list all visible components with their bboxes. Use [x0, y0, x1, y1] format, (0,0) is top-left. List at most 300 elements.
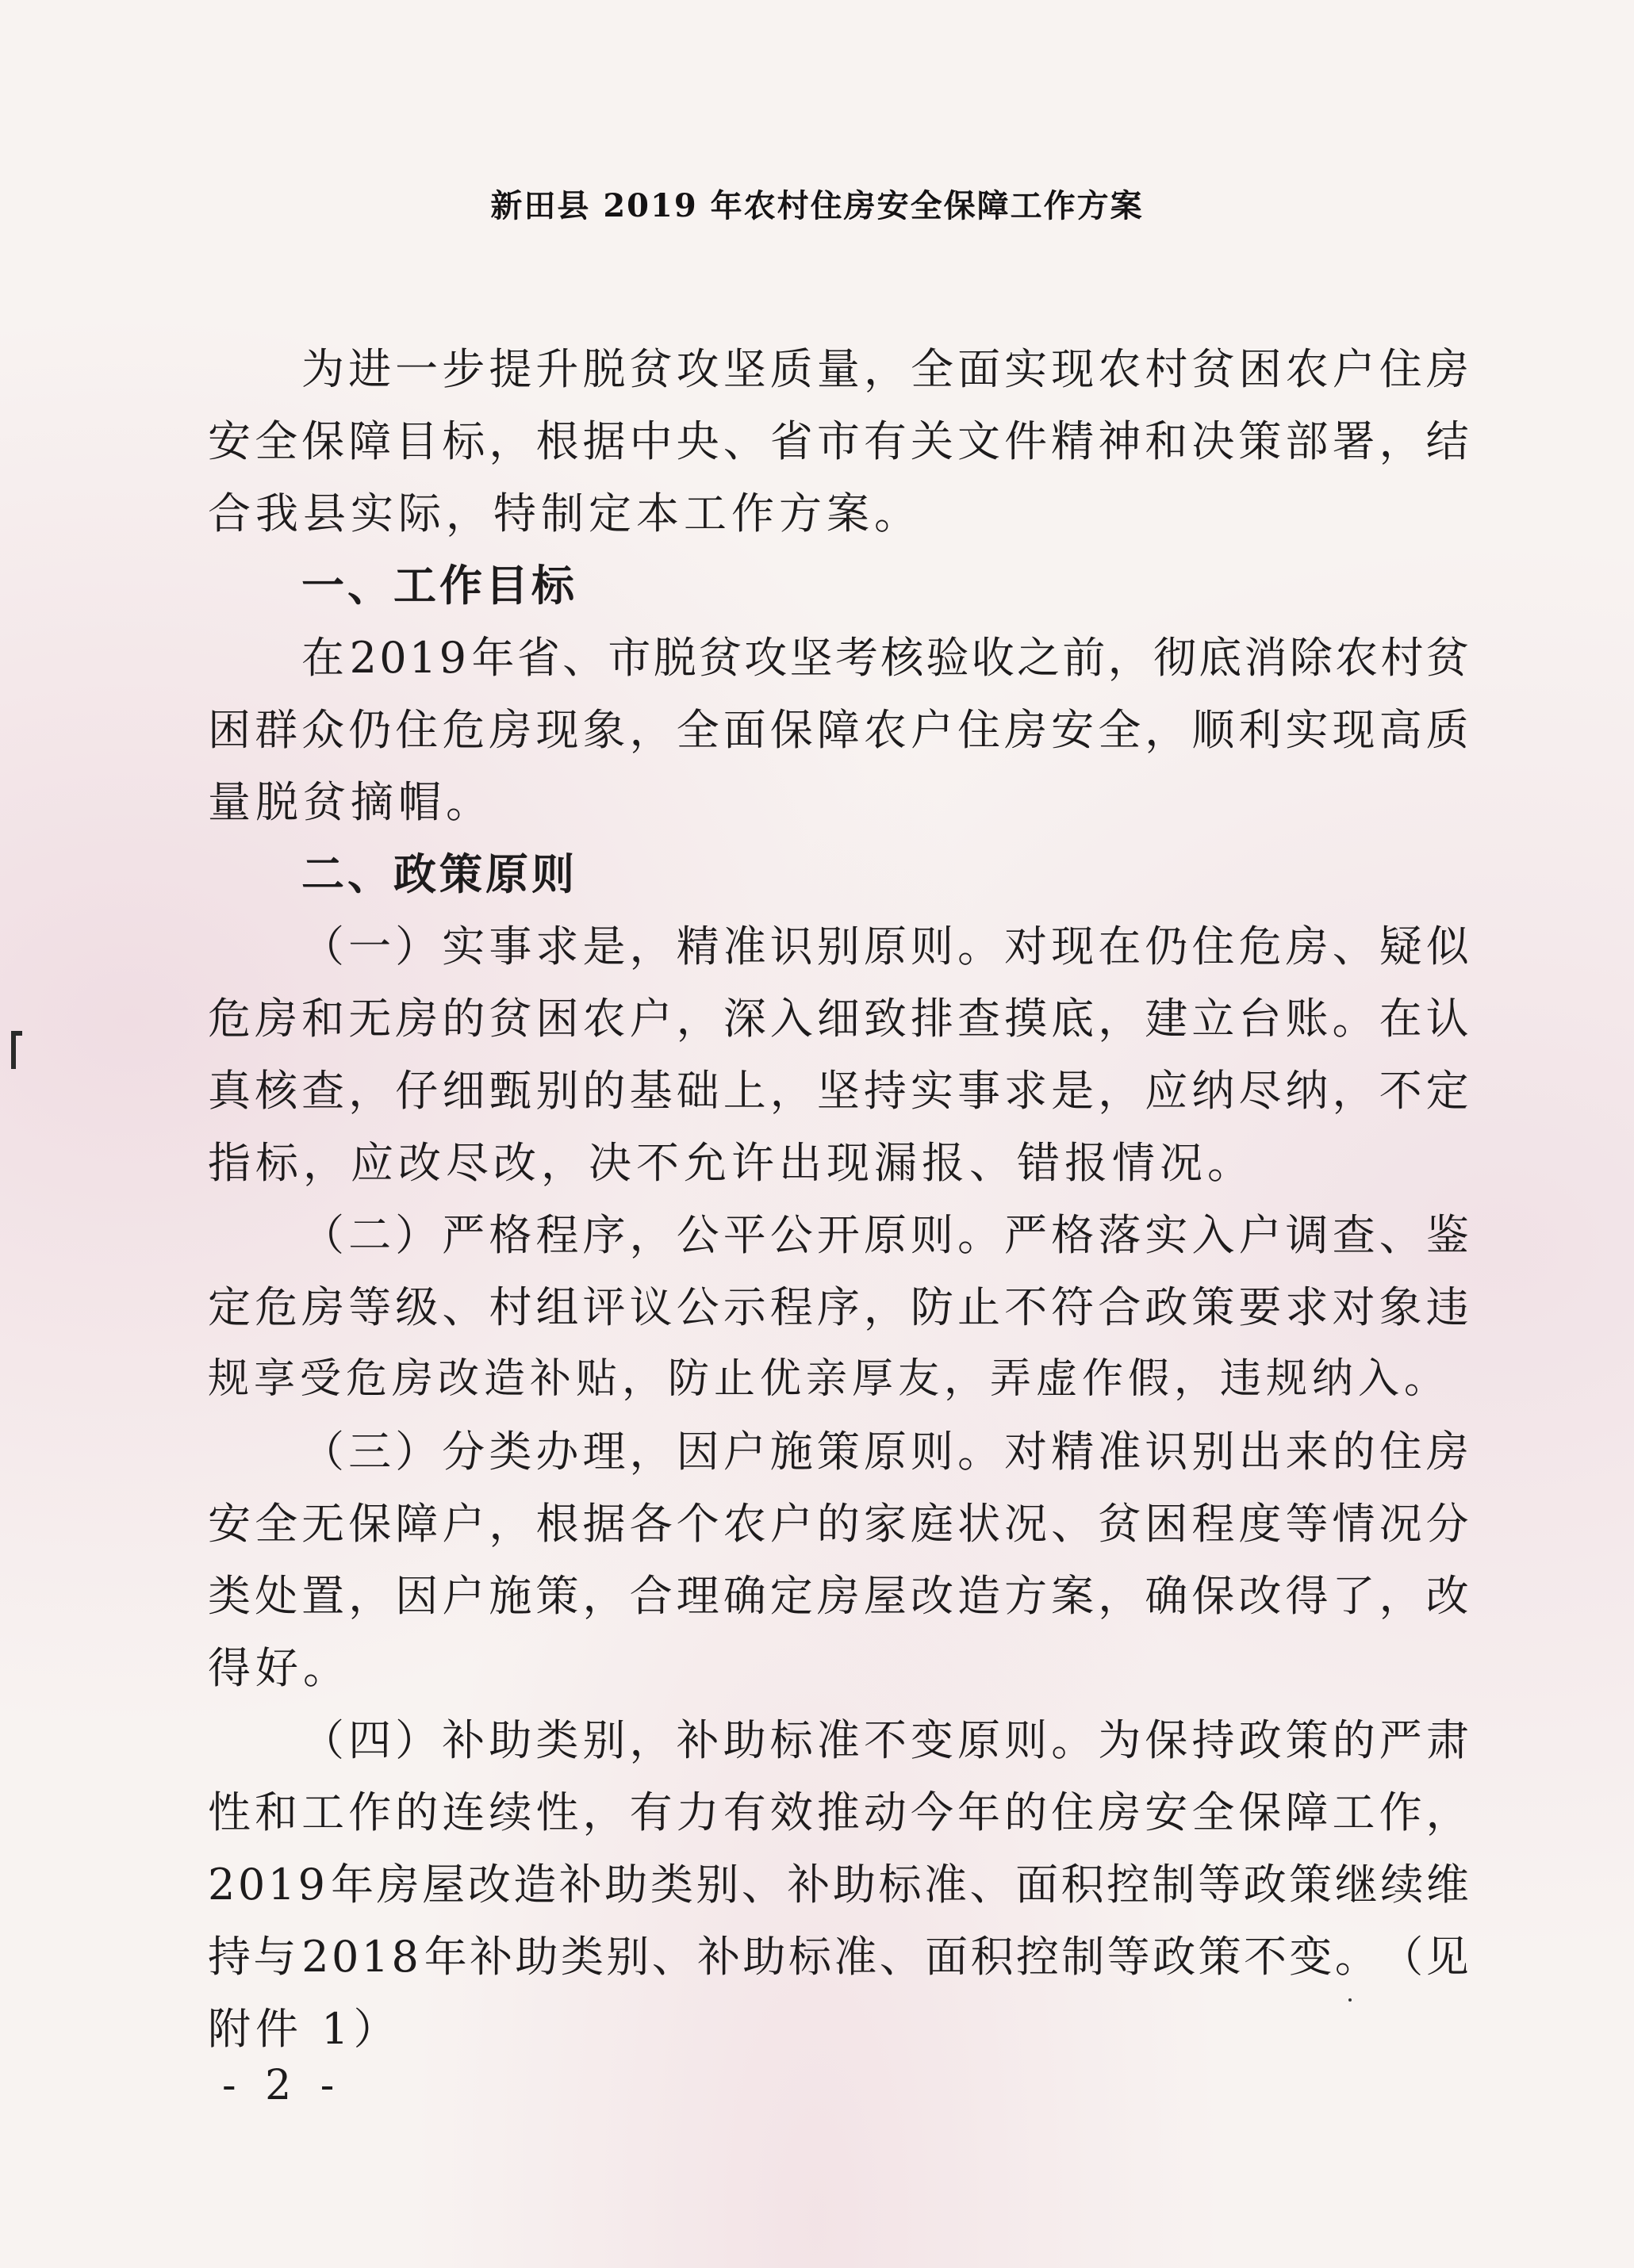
paragraph-line: [208, 1921, 1469, 1993]
glyph: 确: [723, 1571, 766, 1621]
glyph: 求: [1285, 1282, 1329, 1332]
glyph: 住: [957, 705, 1000, 755]
glyph: 家: [863, 1499, 907, 1549]
paragraph-line: [208, 1488, 1469, 1560]
glyph: 面: [925, 1932, 969, 1982]
glyph: 质: [1425, 705, 1469, 755]
paragraph-line: [208, 1127, 1469, 1199]
glyph: 安: [1051, 705, 1095, 755]
glyph: 、: [741, 1860, 784, 1910]
glyph: 脱: [653, 633, 696, 683]
glyph: 不: [1004, 1282, 1048, 1332]
glyph: ，: [348, 1571, 392, 1621]
glyph: 实: [910, 1066, 953, 1116]
glyph: 危: [442, 705, 485, 755]
glyph: 准: [816, 1715, 860, 1765]
glyph: 策: [1285, 1715, 1329, 1765]
glyph: 户: [723, 1427, 766, 1477]
glyph: 工: [1332, 1787, 1375, 1837]
glyph: 户: [1332, 344, 1375, 394]
glyph: 补: [697, 1932, 741, 1982]
paragraph-line: [208, 333, 1469, 405]
glyph: 改: [1425, 1571, 1469, 1621]
edge-mark: [11, 1031, 22, 1069]
glyph: 策: [1198, 1932, 1241, 1982]
glyph: 状: [957, 1499, 1000, 1549]
glyph: 仔: [395, 1066, 439, 1116]
glyph: 为: [301, 344, 344, 394]
glyph: 贫: [1425, 633, 1469, 683]
glyph: 验: [926, 633, 969, 683]
line-text: [208, 1055, 1469, 1127]
line-text: 规享受危房改造补贴，防止优亲厚友，弄虚作假，违规纳入。: [208, 1355, 1451, 1403]
glyph: ，: [629, 705, 673, 755]
glyph: 根: [535, 1499, 579, 1549]
glyph: ，: [863, 344, 907, 394]
glyph: 政: [1238, 1715, 1282, 1765]
glyph: 困: [1238, 344, 1282, 394]
line-text: [208, 1921, 1469, 1993]
glyph: 保: [1238, 1787, 1282, 1837]
glyph: 署: [1332, 416, 1375, 466]
paragraph-line: [208, 983, 1469, 1055]
glyph: 严: [1379, 1715, 1422, 1765]
glyph: 格: [1051, 1210, 1095, 1260]
glyph: 原: [863, 1210, 907, 1260]
glyph: 文: [957, 416, 1000, 466]
glyph: 。: [957, 1210, 1001, 1260]
glyph: 续: [1380, 1860, 1424, 1910]
glyph: 等: [1285, 1499, 1329, 1549]
glyph: 的: [1332, 1715, 1375, 1765]
glyph: 攻: [676, 344, 719, 394]
glyph: 补: [470, 1932, 513, 1982]
glyph: 、: [562, 633, 606, 683]
glyph: 肃: [1425, 1715, 1469, 1765]
glyph: 力: [676, 1787, 719, 1837]
glyph: 结: [1425, 416, 1469, 466]
glyph: 农: [1098, 344, 1141, 394]
glyph: 理: [582, 1427, 626, 1477]
glyph: 面: [723, 705, 766, 755]
glyph: 类: [560, 1932, 604, 1982]
glyph: 困: [208, 705, 251, 755]
glyph: 策: [1238, 416, 1282, 466]
paragraph-line: [208, 1055, 1469, 1127]
glyph: 违: [1425, 1282, 1469, 1332]
glyph: 求: [535, 921, 579, 971]
glyph: 全: [255, 1499, 298, 1549]
line-text: [301, 1199, 1469, 1271]
glyph: 则: [911, 1427, 954, 1477]
glyph: 变: [1289, 1932, 1333, 1982]
glyph: 房: [376, 1860, 420, 1910]
glyph: 安: [208, 1499, 251, 1549]
glyph: （: [301, 1210, 344, 1260]
glyph: 纳: [1191, 1066, 1235, 1116]
glyph: 政: [1243, 1860, 1287, 1910]
glyph: 台: [1238, 994, 1282, 1044]
glyph: 入: [769, 994, 813, 1044]
glyph: 0: [379, 633, 407, 683]
glyph: 攻: [744, 633, 788, 683]
glyph: 二: [348, 1210, 392, 1260]
glyph: 对: [1004, 1427, 1048, 1477]
glyph: 开: [816, 1210, 860, 1260]
glyph: 则: [911, 1210, 954, 1260]
glyph: 困: [1145, 1499, 1188, 1549]
glyph: 户: [629, 994, 673, 1044]
glyph: 政: [1145, 1282, 1188, 1332]
glyph: 有: [723, 1787, 766, 1837]
glyph: 房: [1098, 1787, 1141, 1837]
glyph: 精: [1051, 416, 1095, 466]
glyph: 补: [676, 1715, 719, 1765]
glyph: ）: [395, 921, 439, 971]
glyph: 公: [769, 1210, 813, 1260]
paragraph-line: [208, 694, 1469, 766]
glyph: 补: [442, 1715, 485, 1765]
glyph: 全: [911, 344, 954, 394]
glyph: 查: [957, 994, 1000, 1044]
line-text: 指标，应改尽改，决不允许出现漏报、错报情况。: [208, 1138, 1255, 1188]
glyph: ，: [1098, 1066, 1141, 1116]
glyph: 情: [1332, 1499, 1375, 1549]
glyph: 造: [513, 1860, 557, 1910]
glyph: 农: [582, 994, 626, 1044]
glyph: 住: [1379, 1427, 1422, 1477]
glyph: 政: [1153, 1932, 1196, 1982]
glyph: 积: [1061, 1860, 1104, 1910]
glyph: 1: [267, 1860, 296, 1910]
glyph: ，: [863, 1282, 907, 1332]
paragraph-line: [208, 766, 1469, 838]
glyph: 和: [255, 1787, 298, 1837]
glyph: 则: [1004, 1715, 1048, 1765]
glyph: 危: [1238, 921, 1282, 971]
glyph: 类: [489, 1427, 532, 1477]
glyph: 来: [1285, 1427, 1329, 1477]
glyph: 除: [1289, 633, 1333, 683]
glyph: 效: [769, 1787, 813, 1837]
glyph: 调: [1285, 1210, 1329, 1260]
document-title: 新田县 2019 年农村住房安全保障工作方案: [490, 187, 1144, 224]
glyph: 定: [208, 1282, 251, 1332]
glyph: 事: [489, 921, 532, 971]
glyph: 户: [769, 1499, 813, 1549]
glyph: 保: [1145, 1715, 1188, 1765]
glyph: 止: [957, 1282, 1000, 1332]
glyph: ，: [1425, 1787, 1469, 1837]
glyph: 房: [1425, 344, 1469, 394]
glyph: 定: [769, 1571, 813, 1621]
glyph: 准: [723, 921, 766, 971]
glyph: 处: [255, 1571, 298, 1621]
document-body: [208, 333, 1469, 2065]
glyph: 、: [723, 416, 766, 466]
glyph: 公: [676, 1210, 719, 1260]
glyph: 、: [1051, 1499, 1095, 1549]
glyph: 部: [1285, 416, 1329, 466]
glyph: 纳: [1285, 1066, 1329, 1116]
glyph: 今: [910, 1787, 953, 1837]
line-text: 得好。: [208, 1643, 351, 1693]
paragraph-line: [208, 1560, 1469, 1632]
glyph: 提: [489, 344, 532, 394]
glyph: 理: [676, 1571, 719, 1621]
glyph: 个: [676, 1499, 719, 1549]
glyph: 年: [424, 1932, 467, 1982]
glyph: 精: [1051, 1427, 1095, 1477]
glyph: 致: [863, 994, 907, 1044]
glyph: 等: [1198, 1860, 1241, 1910]
paragraph-line: [208, 1199, 1469, 1271]
glyph: 象: [1379, 1282, 1422, 1332]
glyph: 实: [442, 921, 485, 971]
glyph: 细: [442, 1066, 485, 1116]
glyph: 据: [582, 1499, 626, 1549]
glyph: 分: [442, 1427, 485, 1477]
glyph: 彻: [1153, 633, 1196, 683]
glyph: 序: [582, 1210, 626, 1260]
glyph: 助: [832, 1860, 876, 1910]
glyph: 脱: [582, 344, 626, 394]
glyph: 尽: [1238, 1066, 1282, 1116]
glyph: 补: [558, 1860, 602, 1910]
glyph: 危: [208, 994, 251, 1044]
paragraph-line: [208, 405, 1469, 477]
glyph: 别: [606, 1932, 650, 1982]
glyph: 贫: [699, 633, 742, 683]
glyph: ）: [395, 1210, 439, 1260]
glyph: 别: [816, 921, 860, 971]
glyph: 顺: [1191, 705, 1235, 755]
glyph: ，: [1098, 994, 1141, 1044]
glyph: 原: [957, 1715, 1001, 1765]
glyph: 各: [629, 1499, 673, 1549]
glyph: 持: [208, 1932, 251, 1982]
glyph: 住: [1191, 921, 1235, 971]
section-heading: 一、工作目标: [301, 561, 577, 611]
glyph: 1: [361, 1932, 389, 1982]
glyph: 市: [608, 633, 651, 683]
glyph: 细: [816, 994, 860, 1044]
glyph: 。: [957, 921, 1001, 971]
glyph: 全: [1191, 1787, 1235, 1837]
glyph: 村: [1145, 344, 1188, 394]
glyph: 的: [816, 1499, 860, 1549]
glyph: 农: [1335, 633, 1379, 683]
line-text: 附件 1）: [208, 2004, 401, 2054]
glyph: 推: [816, 1787, 860, 1837]
glyph: 程: [769, 1282, 813, 1332]
glyph: 别: [696, 1860, 739, 1910]
glyph: 贫: [489, 994, 532, 1044]
glyph: 村: [1380, 633, 1424, 683]
glyph: 步: [442, 344, 485, 394]
glyph: 持: [1191, 1715, 1235, 1765]
glyph: 与: [253, 1932, 297, 1982]
glyph: 全: [676, 705, 719, 755]
glyph: 原: [863, 921, 907, 971]
glyph: 有: [863, 416, 907, 466]
glyph: 的: [582, 1066, 626, 1116]
glyph: 2: [349, 633, 377, 683]
glyph: 决: [1191, 416, 1235, 466]
glyph: 无: [348, 994, 392, 1044]
glyph: 前: [1062, 633, 1106, 683]
glyph: 示: [723, 1282, 766, 1332]
glyph: 障: [395, 1499, 439, 1549]
glyph: 持: [863, 1066, 907, 1116]
glyph: 坚: [789, 633, 833, 683]
glyph: 房: [1285, 921, 1329, 971]
glyph: 实: [1145, 1210, 1188, 1260]
glyph: 实: [1004, 344, 1048, 394]
glyph: 符: [1051, 1282, 1095, 1332]
glyph: 面: [1015, 1860, 1059, 1910]
glyph: 公: [676, 1282, 719, 1332]
glyph: 深: [723, 994, 766, 1044]
glyph: 助: [489, 1715, 532, 1765]
glyph: 连: [442, 1787, 485, 1837]
glyph: 助: [515, 1932, 558, 1982]
glyph: 根: [535, 416, 579, 466]
glyph: 助: [604, 1860, 648, 1910]
glyph: 、: [442, 1282, 485, 1332]
glyph: 户: [442, 1571, 485, 1621]
line-text: [208, 983, 1469, 1055]
glyph: 现: [535, 705, 579, 755]
glyph: 市: [816, 416, 860, 466]
glyph: 要: [1238, 1282, 1282, 1332]
glyph: 的: [395, 1787, 439, 1837]
glyph: 因: [676, 1427, 719, 1477]
glyph: 似: [1425, 921, 1469, 971]
glyph: （: [301, 1427, 344, 1477]
glyph: 等: [1107, 1932, 1150, 1982]
glyph: 方: [1004, 1571, 1048, 1621]
glyph: 核: [880, 633, 924, 683]
glyph: 性: [208, 1787, 251, 1837]
glyph: 入: [1191, 1210, 1235, 1260]
glyph: ，: [582, 1787, 626, 1837]
glyph: 度: [1238, 1499, 1282, 1549]
glyph: 、: [879, 1932, 922, 1982]
glyph: 住: [395, 705, 439, 755]
glyph: ）: [395, 1427, 439, 1477]
glyph: 农: [1285, 344, 1329, 394]
paragraph-line: [208, 1848, 1469, 1921]
glyph: 全: [1098, 705, 1141, 755]
glyph: 的: [1004, 1787, 1048, 1837]
glyph: 核: [255, 1066, 298, 1116]
glyph: 收: [971, 633, 1015, 683]
glyph: 助: [723, 1715, 766, 1765]
glyph: 识: [769, 921, 813, 971]
glyph: 考: [834, 633, 878, 683]
glyph: 了: [1332, 1571, 1375, 1621]
glyph: 消: [1244, 633, 1287, 683]
glyph: 不: [1244, 1932, 1287, 1982]
glyph: 类: [208, 1571, 251, 1621]
glyph: 标: [788, 1932, 831, 1982]
glyph: 一: [395, 344, 439, 394]
glyph: 省: [516, 633, 560, 683]
glyph: 高: [1379, 705, 1422, 755]
glyph: 神: [1098, 416, 1141, 466]
page-number: - 2 -: [222, 2062, 343, 2109]
paragraph-line: [208, 1632, 1469, 1704]
glyph: 改: [1238, 1571, 1282, 1621]
glyph: ，: [489, 1499, 532, 1549]
glyph: 质: [769, 344, 813, 394]
glyph: 在: [1098, 921, 1141, 971]
glyph: 准: [1098, 1427, 1141, 1477]
glyph: 保: [769, 705, 813, 755]
line-text: [301, 1416, 1469, 1488]
glyph: 农: [723, 1499, 766, 1549]
glyph: 为: [1098, 1715, 1141, 1765]
glyph: 鉴: [1425, 1210, 1469, 1260]
glyph: 改: [910, 1571, 953, 1621]
glyph: 贫: [1098, 1499, 1141, 1549]
glyph: 置: [301, 1571, 345, 1621]
glyph: 现: [1051, 921, 1095, 971]
glyph: 。: [1334, 1932, 1378, 1982]
glyph: 作: [1379, 1787, 1422, 1837]
glyph: 坚: [816, 1066, 860, 1116]
glyph: 房: [1004, 705, 1048, 755]
glyph: 户: [442, 1499, 485, 1549]
glyph: 础: [676, 1066, 719, 1116]
glyph: 标: [878, 1860, 922, 1910]
glyph: 9: [439, 633, 466, 683]
glyph: 分: [1425, 1499, 1469, 1549]
glyph: 房: [301, 1282, 345, 1332]
glyph: 是: [1051, 1066, 1095, 1116]
glyph: 庭: [910, 1499, 953, 1549]
glyph: ，: [1107, 633, 1151, 683]
glyph: ，: [629, 1715, 673, 1765]
glyph: 、: [651, 1932, 695, 1982]
glyph: 施: [769, 1427, 813, 1477]
glyph: 四: [348, 1715, 392, 1765]
line-text: [208, 1271, 1469, 1343]
paragraph-line: [208, 1776, 1469, 1848]
glyph: 策: [1191, 1282, 1235, 1332]
glyph: ，: [1145, 705, 1188, 755]
glyph: 积: [970, 1932, 1014, 1982]
glyph: 保: [1191, 1571, 1235, 1621]
glyph: 造: [957, 1571, 1000, 1621]
glyph: ）: [395, 1715, 439, 1765]
paragraph-line: [208, 622, 1469, 694]
glyph: 等: [348, 1282, 392, 1332]
glyph: 底: [1199, 633, 1242, 683]
glyph: 原: [863, 1427, 907, 1477]
line-text: [208, 1560, 1469, 1632]
glyph: 建: [1145, 994, 1188, 1044]
glyph: 利: [1238, 705, 1282, 755]
line-text: [301, 1704, 1469, 1776]
glyph: ，: [1379, 1571, 1422, 1621]
line-text: [208, 694, 1469, 766]
glyph: 制: [1061, 1932, 1105, 1982]
glyph: 和: [301, 994, 345, 1044]
glyph: 合: [1098, 1282, 1141, 1332]
paragraph-line: [208, 1343, 1469, 1416]
